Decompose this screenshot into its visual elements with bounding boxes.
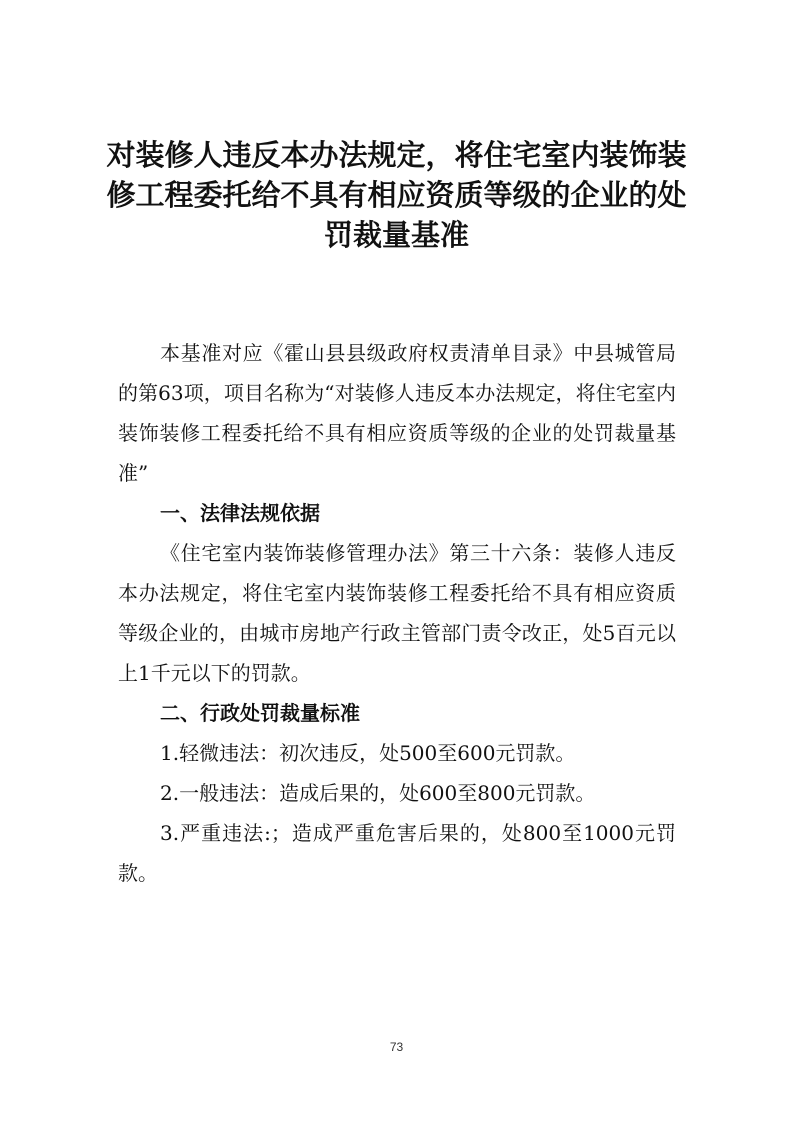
document-title: 对装修人违反本办法规定，将住宅室内装饰装修工程委托给不具有相应资质等级的企业的处罚裁量基准	[106, 138, 687, 252]
section-heading-penalty-standard: 二、行政处罚裁量标准	[160, 701, 360, 725]
legal-basis-paragraph: 《住宅室内装饰装修管理办法》第三十六条：装修人违反本办法规定，将住宅室内装饰装修工程委托给不具有相应资质等级企业的，由城市房地产行政主管部门责令改正，处5百元以上1千元以下的罚款。	[118, 541, 676, 685]
penalty-item-minor: 1.轻微违法：初次违反，处500至600元罚款。	[160, 741, 576, 765]
penalty-item-general: 2.一般违法：造成后果的，处600至800元罚款。	[160, 781, 596, 805]
section-heading-legal-basis: 一、法律法规依据	[160, 501, 320, 525]
penalty-item-serious: 3.严重违法:；造成严重危害后果的，处800至1000元罚款。	[118, 821, 676, 885]
page-number: 73	[389, 1040, 404, 1054]
intro-paragraph: 本基准对应《霍山县县级政府权责清单目录》中县城管局的第63项，项目名称为“对装修人违反本办法规定，将住宅室内装饰装修工程委托给不具有相应资质等级的企业的处罚裁量基准”	[118, 341, 676, 485]
